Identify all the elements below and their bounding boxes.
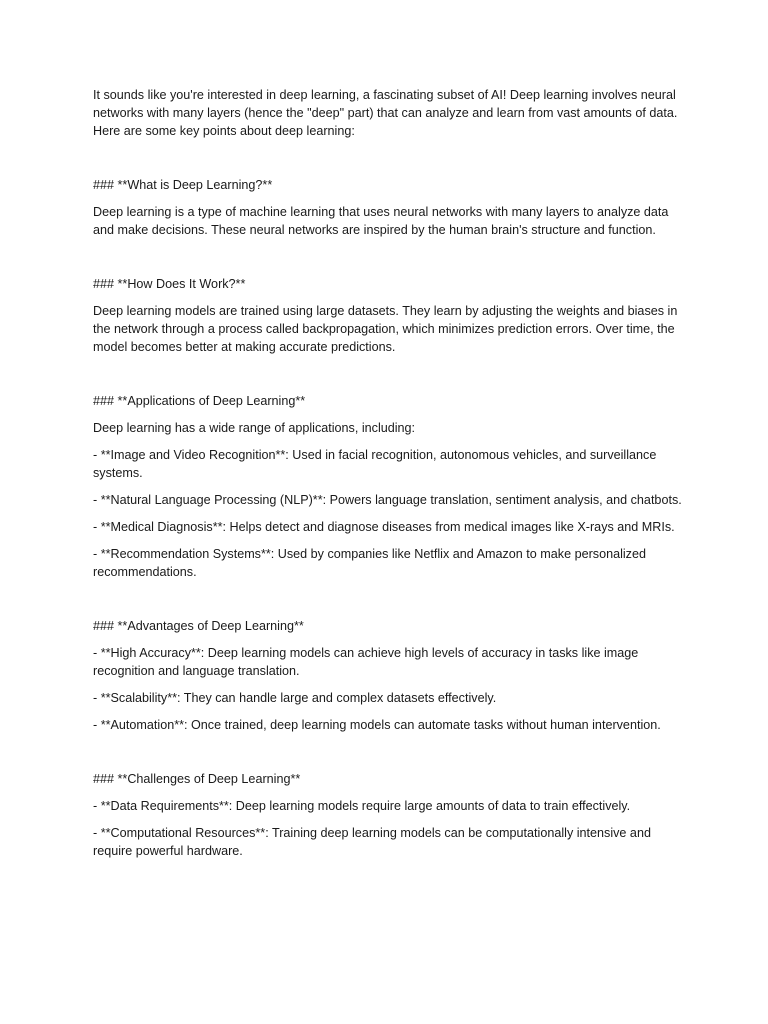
section-heading: ### **Applications of Deep Learning** (93, 394, 306, 408)
list-item: - **Automation**: Once trained, deep learning models can automate tasks without human intervention. (93, 718, 661, 732)
list-item: - **Scalability**: They can handle large and complex datasets effectively. (93, 691, 497, 705)
section-how-does-it-work (93, 275, 683, 356)
list-item: - **Medical Diagnosis**: Helps detect and diagnose diseases from medical images like X-rays and MRIs. (93, 520, 675, 534)
section-challenges (93, 770, 683, 860)
list-item: - **Recommendation Systems**: Used by companies like Netflix and Amazon to make personalized recommendations. (93, 547, 646, 579)
paragraph: Deep learning is a type of machine learning that uses neural networks with many layers to analyze data and make decisions. These neural networks are inspired by the human brain's structure and function. (93, 205, 669, 237)
list-item: - **Data Requirements**: Deep learning models require large amounts of data to train effectively. (93, 799, 631, 813)
list-item: - **Image and Video Recognition**: Used in facial recognition, autonomous vehicles, and surveillance systems. (93, 448, 657, 480)
section-applications (93, 392, 683, 581)
document-page (93, 86, 683, 869)
list-item: - **High Accuracy**: Deep learning models can achieve high levels of accuracy in tasks like image recognition and language translation. (93, 646, 639, 678)
section-advantages (93, 617, 683, 734)
list-item: - **Computational Resources**: Training deep learning models can be computationally intensive and require powerful hardware. (93, 826, 651, 858)
section-what-is-deep-learning (93, 176, 683, 239)
paragraph: Deep learning has a wide range of applications, including: (93, 421, 416, 435)
paragraph: Deep learning models are trained using large datasets. They learn by adjusting the weights and biases in the network through a process called backpropagation, which minimizes prediction errors. Over time, the model becomes better at making accurate predictions. (93, 304, 678, 354)
section-heading: ### **What is Deep Learning?** (93, 178, 273, 192)
section-heading: ### **Advantages of Deep Learning** (93, 619, 304, 633)
section-heading: ### **Challenges of Deep Learning** (93, 772, 301, 786)
intro-paragraph: It sounds like you're interested in deep learning, a fascinating subset of AI! Deep learning involves neural networks with many layers (hence the "deep" part) that can analyze and learn from vast amounts of data. Here are some key points about deep learning: (93, 88, 678, 138)
list-item: - **Natural Language Processing (NLP)**: Powers language translation, sentiment analysis, and chatbots. (93, 493, 682, 507)
section-heading: ### **How Does It Work?** (93, 277, 246, 291)
